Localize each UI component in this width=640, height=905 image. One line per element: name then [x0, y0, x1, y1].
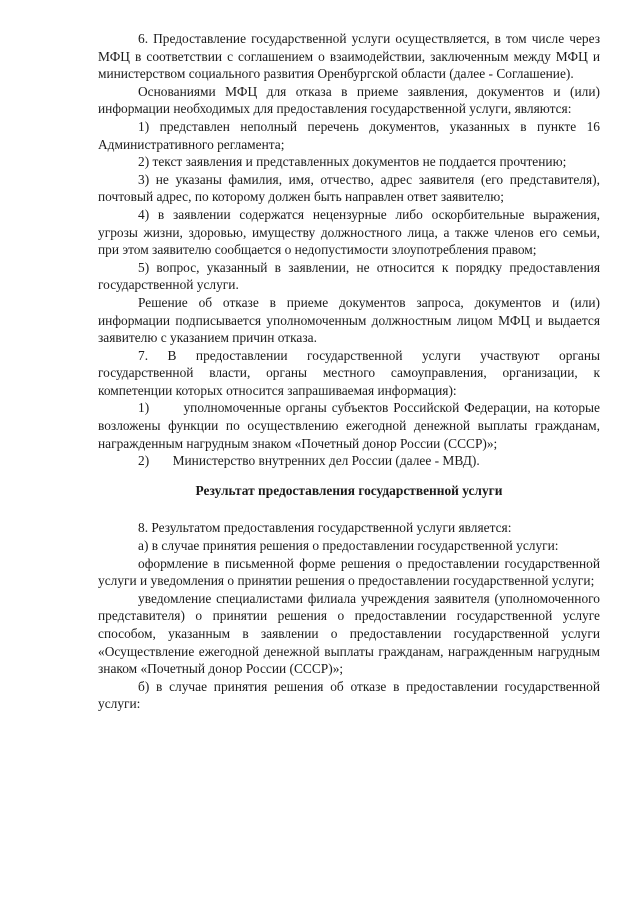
section-heading: Результат предоставления государственной услуги	[195, 482, 503, 498]
ground-item-2: 2) текст заявления и представленных документов не поддается прочтению;	[138, 154, 567, 170]
ground-item-4: 4) в заявлении содержатся нецензурные либо оскорбительные выражения, угрозы жизни, здоровью, имуществу должностного лица, а также членов его семьи, при этом заявителю сообщается о недопустимости злоупотребления правом;	[98, 206, 600, 258]
paragraph-8b: б) в случае принятия решения об отказе в предоставлении государственной услуги:	[98, 678, 600, 712]
organ-item-1	[98, 399, 600, 452]
paragraph-8a: а) в случае принятия решения о предоставлении государственной услуги:	[138, 538, 559, 554]
paragraph-8a-item-2: уведомление специалистами филиала учреждения заявителя (уполномоченного представителя) о принятии решения о предоставлении государственной услуге способом, указанным в заявлении о предоставлении государственной услуги «Осуществление ежегодной денежной выплаты гражданам, награжденным нагрудным знаком «Почетный донор России (СССР)»;	[98, 590, 600, 677]
paragraph-8: 8. Результатом предоставления государственной услуги является:	[138, 520, 512, 536]
paragraph-6: 6. Предоставление государственной услуги осуществляется, в том числе через МФЦ в соответствии с соглашением о взаимодействии, заключенным между МФЦ и министерством социального развития Оренбургской области (далее - Соглашение).	[98, 31, 600, 82]
paragraph-8a-item-1: оформление в письменной форме решения о предоставлении государственной услуги и уведомления о принятии решения о предоставлении государственной услуги;	[98, 555, 600, 589]
ground-item-3: 3) не указаны фамилия, имя, отчество, адрес заявителя (его представителя), почтовый адрес, по которому должен быть направлен ответ заявителю;	[98, 171, 600, 205]
ground-item-1: 1) представлен неполный перечень документов, указанных в пункте 16 Административного регламента;	[98, 118, 600, 152]
organ-item-1-number: 1)	[138, 400, 150, 416]
paragraph-7: 7. В предоставлении государственной услуги участвуют органы государственной власти, органы местного самоуправления, организации, к компетенции которых относится запрашиваемая информация):	[98, 347, 600, 398]
organ-item-2-number: 2)	[138, 453, 150, 469]
ground-item-5: 5) вопрос, указанный в заявлении, не относится к порядку предоставления государственной услуги.	[98, 259, 600, 293]
organ-item-2-text: Министерство внутренних дел России (далее - МВД).	[172, 453, 480, 469]
paragraph-refusal-decision: Решение об отказе в приеме документов запроса, документов и (или) информации подписывается уполномоченным должностным лицом МФЦ и выдается заявителю с указанием причин отказа.	[98, 294, 600, 346]
organ-item-2	[98, 452, 600, 470]
organ-item-1-text: уполномоченные органы субъектов Российской Федерации, на которые возложены функции по осуществлению ежегодной денежной выплаты гражданам, награжденным нагрудным знаком «Почетный донор России (СССР)»;	[98, 400, 600, 451]
paragraph-refusal-grounds: Основаниями МФЦ для отказа в приеме заявления, документов и (или) информации необходимых для предоставления государственной услуги, являются:	[98, 83, 600, 117]
